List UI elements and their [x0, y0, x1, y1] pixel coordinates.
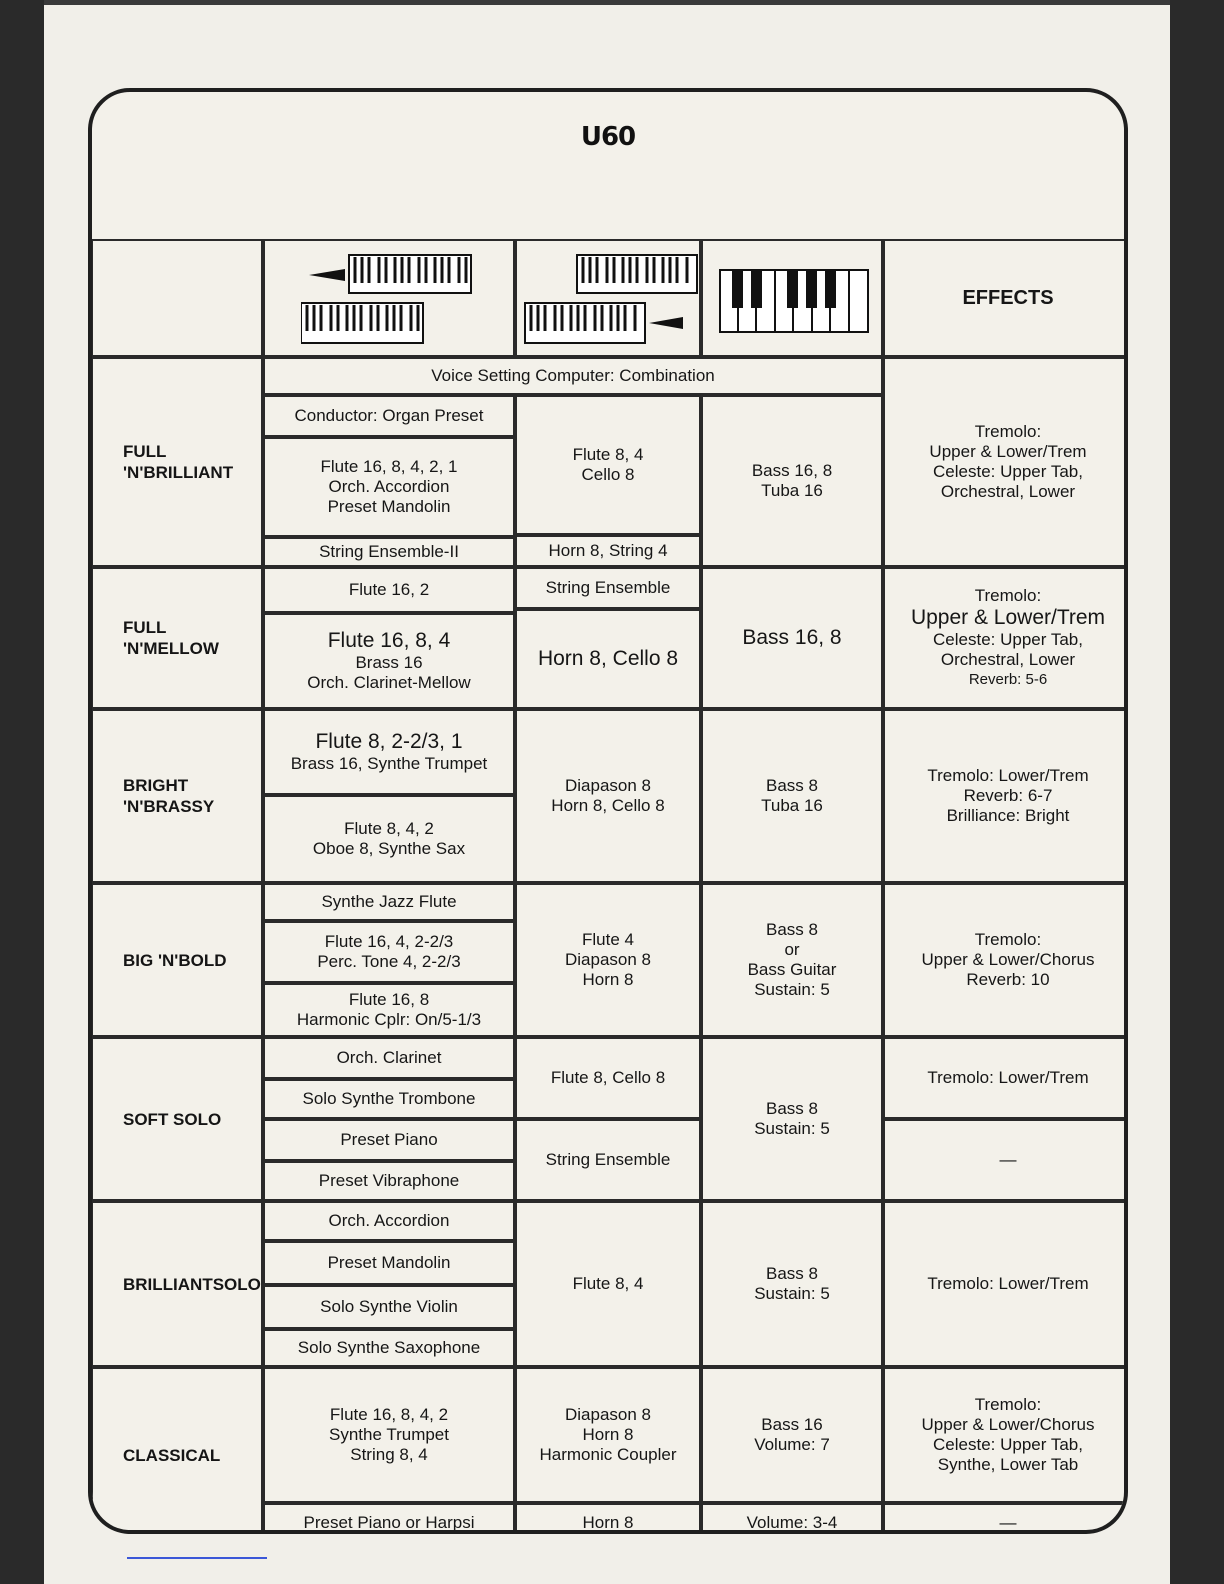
bs-upper2-cell: Preset Mandolin [263, 1241, 515, 1285]
cl-effects2-cell: — [883, 1503, 1128, 1534]
header-lower-keyboard-cell [515, 239, 701, 357]
cl-upper2-cell: Preset Piano or Harpsi [263, 1503, 515, 1534]
fm-pedal-cell: Bass 16, 8 [701, 567, 883, 709]
bgb-lower-cell: Flute 4 Diapason 8 Horn 8 [515, 883, 701, 1037]
cl-pedal2-cell: Volume: 3-4 [701, 1503, 883, 1534]
category-classical: CLASSICAL [91, 1367, 263, 1534]
ss-upper3-cell: Preset Piano [263, 1119, 515, 1161]
bb-lower-cell: Diapason 8 Horn 8, Cello 8 [515, 709, 701, 883]
cl-pedal1-cell: Bass 16 Volume: 7 [701, 1367, 883, 1503]
bs-pedal-cell: Bass 8 Sustain: 5 [701, 1201, 883, 1367]
ss-upper2-cell: Solo Synthe Trombone [263, 1079, 515, 1119]
conductor-cell: Conductor: Organ Preset [263, 395, 515, 437]
cl-lower1-cell: Diapason 8 Horn 8 Harmonic Coupler [515, 1367, 701, 1503]
category-soft-solo: SOFT SOLO [91, 1037, 263, 1201]
page-top-edge [44, 0, 1170, 5]
fb-effects-cell: Tremolo: Upper & Lower/Trem Celeste: Upper Tab, Orchestral, Lower [883, 357, 1128, 567]
header-blank-cell [91, 239, 263, 357]
header-pedal-cell [701, 239, 883, 357]
cl-upper1-cell: Flute 16, 8, 4, 2 Synthe Trumpet String 8, 4 [263, 1367, 515, 1503]
fm-lower1-cell: String Ensemble [515, 567, 701, 609]
bgb-effects-cell: Tremolo: Upper & Lower/Chorus Reverb: 10 [883, 883, 1128, 1037]
fb-lower-cell: Flute 8, 4 Cello 8 [515, 395, 701, 535]
header-upper-keyboard-cell [263, 239, 515, 357]
bs-upper3-cell: Solo Synthe Violin [263, 1285, 515, 1329]
category-full-mellow: FULL 'N'MELLOW [91, 567, 263, 709]
fm-effects-cell: Tremolo: Upper & Lower/Trem Celeste: Upper Tab, Orchestral, Lower Reverb: 5-6 [883, 567, 1128, 709]
bb-effects-cell: Tremolo: Lower/Trem Reverb: 6-7 Brilliance: Bright [883, 709, 1128, 883]
cl-effects1-cell: Tremolo: Upper & Lower/Chorus Celeste: Upper Tab, Synthe, Lower Tab [883, 1367, 1128, 1503]
bs-lower-cell: Flute 8, 4 [515, 1201, 701, 1367]
fm-upper1-cell: Flute 16, 2 [263, 567, 515, 613]
header-effects-cell [883, 239, 1128, 357]
keyboard-upper-arrow-icon [301, 249, 481, 349]
effects-header: EFFECTS [962, 287, 1054, 309]
fb-upper-cell: Flute 16, 8, 4, 2, 1 Orch. Accordion Preset Mandolin [263, 437, 515, 537]
bs-upper4-cell: Solo Synthe Saxophone [263, 1329, 515, 1367]
registration-table [88, 88, 1128, 1534]
fb-pedal-cell: Bass 16, 8 Tuba 16 [701, 395, 883, 567]
bs-effects-cell: Tremolo: Lower/Trem [883, 1201, 1128, 1367]
ss-effects2-cell: — [883, 1119, 1128, 1201]
cl-lower2-cell: Horn 8 [515, 1503, 701, 1534]
fb-upper2-cell: String Ensemble-II [263, 537, 515, 567]
fm-lower2-cell: Horn 8, Cello 8 [515, 609, 701, 709]
ss-upper4-cell: Preset Vibraphone [263, 1161, 515, 1201]
page-title: U60 [580, 122, 636, 152]
footer-link-underline [127, 1557, 267, 1559]
bb-upper1-cell: Flute 8, 2-2/3, 1 Brass 16, Synthe Trumpet [263, 709, 515, 795]
ss-lower2-cell: String Ensemble [515, 1119, 701, 1201]
ss-lower1-cell: Flute 8, Cello 8 [515, 1037, 701, 1119]
bgb-upper3-cell: Flute 16, 8 Harmonic Cplr: On/5-1/3 [263, 983, 515, 1037]
ss-upper1-cell: Orch. Clarinet [263, 1037, 515, 1079]
bb-upper2-cell: Flute 8, 4, 2 Oboe 8, Synthe Sax [263, 795, 515, 883]
bb-pedal-cell: Bass 8 Tuba 16 [701, 709, 883, 883]
category-bright-brassy: BRIGHT 'N'BRASSY [91, 709, 263, 883]
category-big-bold: BIG 'N'BOLD [91, 883, 263, 1037]
bgb-upper1-cell: Synthe Jazz Flute [263, 883, 515, 921]
ss-pedal-cell: Bass 8 Sustain: 5 [701, 1037, 883, 1201]
bgb-upper2-cell: Flute 16, 4, 2-2/3 Perc. Tone 4, 2-2/3 [263, 921, 515, 983]
fb-lower2-cell: Horn 8, String 4 [515, 535, 701, 567]
voice-setting-cell: Voice Setting Computer: Combination [263, 357, 883, 395]
category-brilliant-solo: BRILLIANTSOLO [91, 1201, 263, 1367]
pedal-keyboard-icon [719, 269, 869, 333]
bgb-pedal-cell: Bass 8 or Bass Guitar Sustain: 5 [701, 883, 883, 1037]
bs-upper1-cell: Orch. Accordion [263, 1201, 515, 1241]
category-full-brilliant: FULL 'N'BRILLIANT [91, 357, 263, 567]
fm-upper2-cell: Flute 16, 8, 4 Brass 16 Orch. Clarinet-Mellow [263, 613, 515, 709]
ss-effects1-cell: Tremolo: Lower/Trem [883, 1037, 1128, 1119]
keyboard-lower-arrow-icon [523, 249, 699, 349]
